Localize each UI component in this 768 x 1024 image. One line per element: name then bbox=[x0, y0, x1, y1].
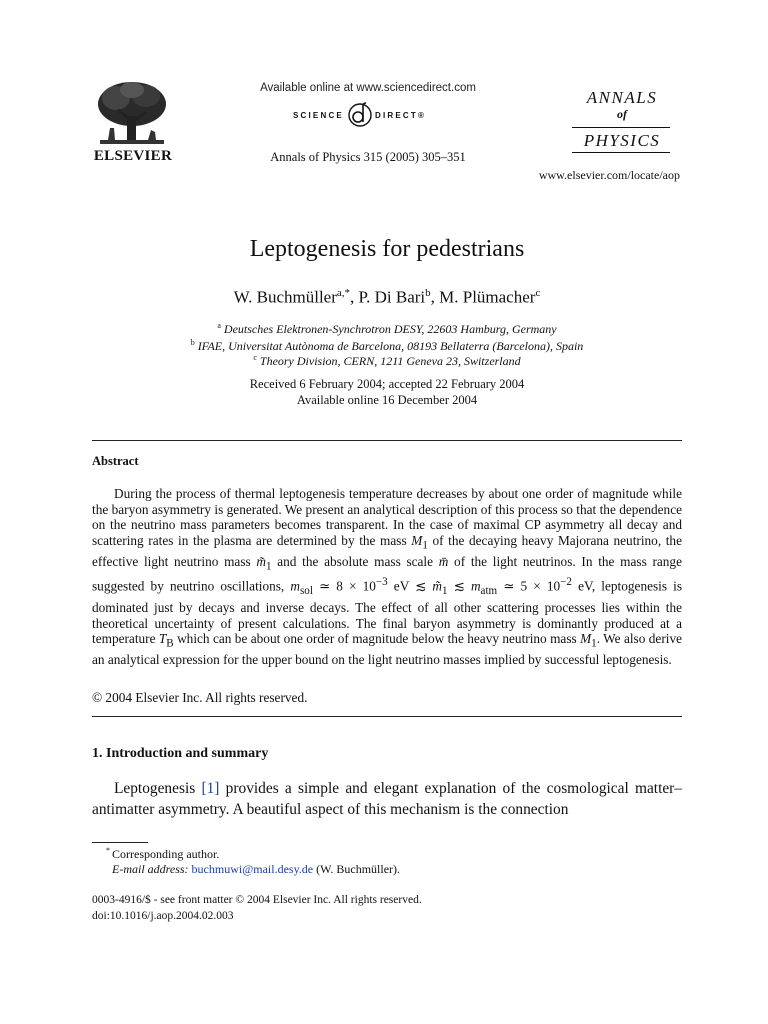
author-affiliation-mark: a,* bbox=[336, 287, 351, 299]
journal-logo-rule-bottom bbox=[572, 152, 670, 153]
math-m1tilde: m̃ bbox=[256, 554, 266, 570]
sciencedirect-right-text: DIRECT® bbox=[375, 111, 427, 120]
math-mbar: m̄ bbox=[438, 554, 449, 570]
math-msol: m bbox=[290, 578, 300, 594]
journal-logo-mid: of bbox=[617, 107, 627, 121]
math-text: ≃ 8 × 10 bbox=[312, 578, 376, 594]
journal-logo-rule bbox=[572, 127, 670, 128]
abstract-text: . We also derive an analytical expression for the upper bound on the light neutrino masses implied by successful leptogenesis. bbox=[92, 631, 682, 668]
journal-url[interactable]: www.elsevier.com/locate/aop bbox=[538, 168, 680, 182]
math-subscript: B bbox=[166, 637, 174, 650]
footnote-text: Corresponding author. bbox=[112, 847, 220, 861]
publisher-logo bbox=[92, 80, 174, 166]
available-date: Available online 16 December 2004 bbox=[296, 393, 478, 407]
affiliation-a bbox=[92, 321, 682, 337]
article-title: Leptogenesis for pedestrians bbox=[249, 236, 525, 262]
math-M1: M bbox=[411, 532, 423, 548]
online-availability: Available online at www.sciencedirect.com bbox=[260, 82, 476, 94]
email-link[interactable]: buchmuwi@mail.desy.de bbox=[191, 862, 314, 876]
author-affiliation-mark: c bbox=[535, 287, 541, 299]
abstract-text: During the process of thermal leptogenesis temperature decreases by about one order of magnitude while the baryon asymmetry is generated. We present an analytical description of this process so that the dependence on the neutrino mass parameters becomes transparent. In the case of maximal CP asymmetry all decay and scattering rates in the plasma are determined by the mass bbox=[92, 486, 682, 548]
sciencedirect-d-icon bbox=[346, 100, 374, 128]
math-text: eV ≲ bbox=[387, 578, 433, 594]
math-subscript: 1 bbox=[442, 585, 448, 598]
abstract-heading: Abstract bbox=[92, 454, 139, 468]
email-label: E-mail address: bbox=[112, 862, 189, 876]
footnote-corresponding bbox=[92, 846, 219, 862]
affiliation-text: IFAE, Universitat Autònoma de Barcelona, 08193 Bellaterra (Barcelona), Spain bbox=[197, 339, 584, 353]
math-subscript: 1 bbox=[591, 637, 597, 650]
math-TB: T bbox=[158, 631, 167, 647]
author-separator: , bbox=[350, 287, 359, 307]
abstract-text: , leptogenesis is dominated just by decays and inverse decays. The effect of all other scattering processes lies within the theoretical uncertainty of present calculations. The final baryon asymmetry is dominantly produced at a temperature bbox=[92, 578, 683, 647]
math-subscript: 1 bbox=[266, 560, 272, 573]
journal-logo bbox=[570, 88, 674, 158]
math-text: eV bbox=[571, 578, 592, 594]
article-dates bbox=[92, 376, 682, 408]
affiliation-b bbox=[92, 338, 682, 354]
paragraph-text: Leptogenesis bbox=[114, 780, 202, 797]
affiliation-mark: c bbox=[253, 353, 257, 362]
math-matm: m bbox=[470, 578, 481, 594]
math-exponent: −3 bbox=[375, 576, 388, 589]
math-subscript: 1 bbox=[422, 539, 428, 552]
footnote-email bbox=[112, 862, 400, 877]
paragraph-text: provides a simple and elegant explanation of the cosmological matter–antimatter asymmetry. A beautiful aspect of this mechanism is the connection bbox=[92, 780, 682, 818]
math-m1tilde: m̃ bbox=[432, 578, 443, 594]
affiliation-c bbox=[92, 353, 682, 369]
sciencedirect-logo bbox=[258, 102, 480, 130]
author-list bbox=[92, 287, 682, 308]
abstract-text: of the decaying heavy Majorana neutrino, the effective light neutrino mass bbox=[92, 532, 682, 570]
footnote-rule bbox=[92, 842, 148, 843]
journal-logo-top: ANNALS bbox=[586, 88, 658, 107]
intro-paragraph bbox=[92, 778, 682, 820]
author-name: M. Plümacher bbox=[439, 287, 536, 307]
affiliation-text: Deutsches Elektronen-Synchrotron DESY, 22603 Hamburg, Germany bbox=[223, 322, 557, 336]
citation-link[interactable]: [1] bbox=[201, 780, 220, 797]
section-heading: 1. Introduction and summary bbox=[92, 746, 269, 761]
author-affiliation-mark: b bbox=[425, 287, 431, 299]
received-date: Received 6 February 2004; accepted 22 February 2004 bbox=[249, 377, 525, 391]
sciencedirect-left-text: SCIENCE bbox=[293, 111, 344, 120]
abstract-body bbox=[92, 486, 682, 668]
math-subscript: atm bbox=[480, 585, 498, 598]
abstract-text: of the light neutrinos. In the mass range suggested by neutrino oscillations, bbox=[92, 554, 682, 594]
math-exponent: −2 bbox=[560, 576, 572, 589]
math-subscript: sol bbox=[299, 585, 313, 598]
affiliation-mark: a bbox=[217, 321, 221, 330]
doi-line[interactable]: doi:10.1016/j.aop.2004.02.003 bbox=[92, 910, 234, 922]
footnote-mark: * bbox=[106, 846, 110, 855]
author-separator: , bbox=[430, 287, 440, 307]
author-name: P. Di Bari bbox=[358, 287, 426, 307]
affiliation-text: Theory Division, CERN, 1211 Geneva 23, Switzerland bbox=[259, 354, 521, 368]
divider-top bbox=[92, 440, 682, 441]
journal-logo-bottom: PHYSICS bbox=[583, 131, 661, 150]
issn-line: 0003-4916/$ - see front matter © 2004 Elsevier Inc. All rights reserved. bbox=[92, 894, 422, 906]
math-text: ≲ bbox=[447, 578, 471, 594]
abstract-text: and the absolute mass scale bbox=[271, 554, 439, 570]
email-owner: (W. Buchmüller). bbox=[316, 862, 401, 876]
affiliation-mark: b bbox=[190, 338, 195, 347]
math-M1: M bbox=[580, 631, 592, 647]
journal-citation: Annals of Physics 315 (2005) 305–351 bbox=[270, 150, 466, 164]
author-name: W. Buchmüller bbox=[233, 287, 337, 307]
elsevier-tree-icon bbox=[94, 80, 170, 148]
abstract-text: which can be about one order of magnitude below the heavy neutrino mass bbox=[173, 631, 581, 647]
divider-bottom bbox=[92, 716, 682, 717]
publisher-name: ELSEVIER bbox=[93, 148, 173, 164]
abstract-copyright: © 2004 Elsevier Inc. All rights reserved. bbox=[92, 690, 308, 705]
math-text: ≃ 5 × 10 bbox=[497, 578, 561, 594]
